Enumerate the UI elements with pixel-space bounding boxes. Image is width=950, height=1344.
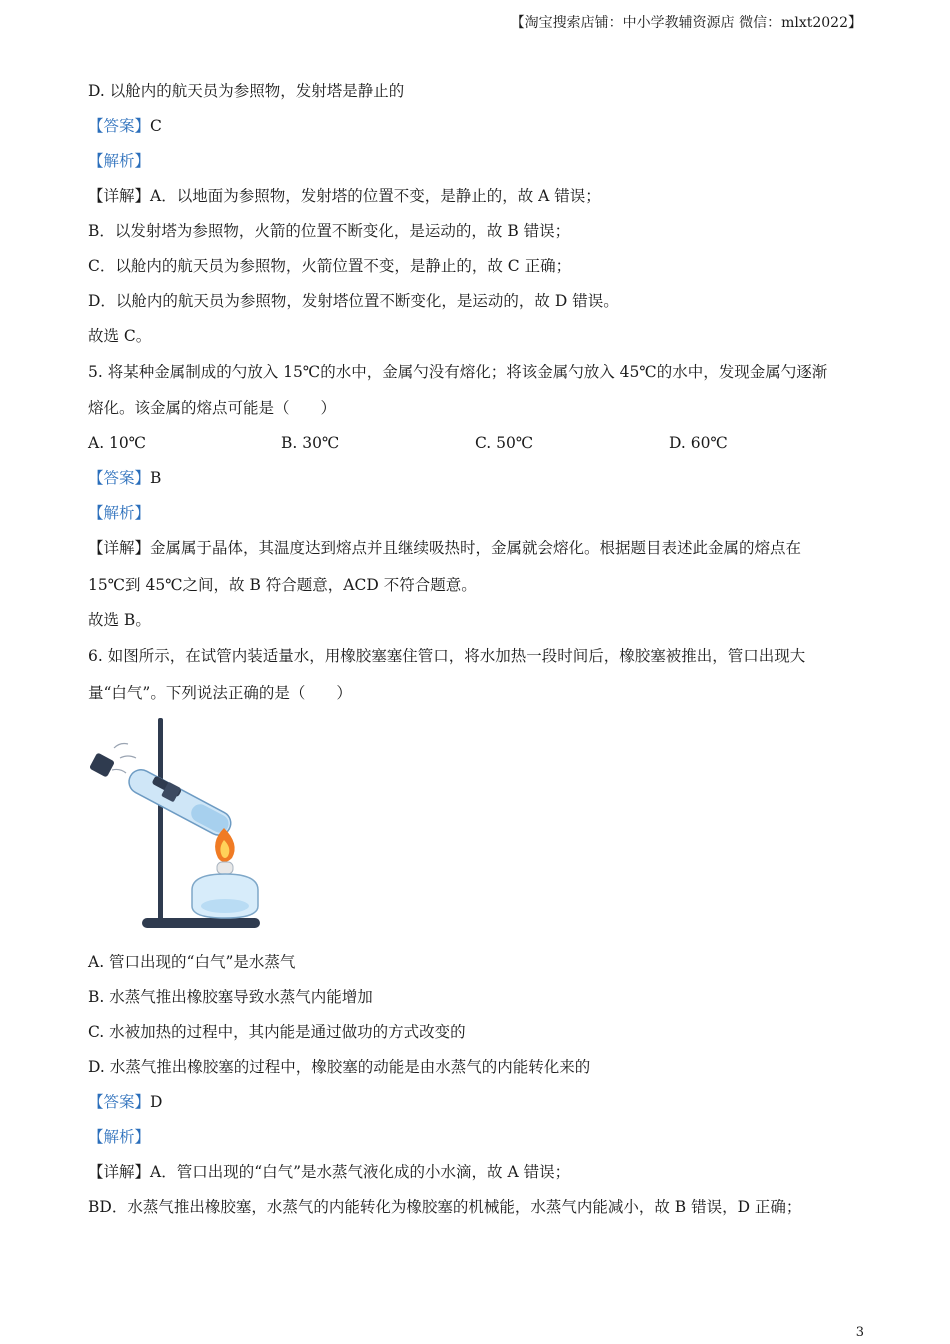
q4-analysis-label: 【解析】	[88, 152, 151, 170]
q6-option-c: C. 水被加热的过程中，其内能是通过做功的方式改变的	[88, 1023, 466, 1041]
q5-answer	[88, 467, 161, 489]
q5-detail-2: 15℃到 45℃之间，故 B 符合题意，ACD 不符合题意。	[88, 576, 477, 594]
q6-detail-1	[88, 1161, 570, 1183]
detail-label: 【详解】	[88, 187, 151, 205]
q6-option-d: D. 水蒸气推出橡胶塞的过程中，橡胶塞的动能是由水蒸气的内能转化来的	[88, 1058, 591, 1076]
detail-text: 金属属于晶体，其温度达到熔点并且继续吸热时，金属就会熔化。根据题目表述此金属的熔点在	[150, 539, 802, 557]
q6-stem-1: 6. 如图所示，在试管内装适量水，用橡胶塞塞住管口，将水加热一段时间后，橡胶塞被推出，管口出现大	[88, 647, 806, 665]
answer-label: 【答案】	[88, 469, 151, 487]
q6-option-b: B. 水蒸气推出橡胶塞导致水蒸气内能增加	[88, 988, 373, 1006]
q4-answer	[88, 115, 162, 137]
q5-option-a: A. 10℃	[88, 434, 147, 452]
q5-stem-1: 5. 将某种金属制成的勺放入 15℃的水中，金属勺没有熔化；将该金属勺放入 45℃的水中，发现金属勺逐渐	[88, 363, 828, 381]
answer-label: 【答案】	[88, 1093, 151, 1111]
answer-value: D	[150, 1093, 163, 1111]
answer-label: 【答案】	[88, 117, 151, 135]
test-tube-heating-figure	[84, 712, 274, 942]
q6-detail-2: BD．水蒸气推出橡胶塞，水蒸气的内能转化为橡胶塞的机械能，水蒸气内能减小，故 B 错误，D 正确；	[88, 1198, 802, 1216]
detail-label: 【详解】	[88, 539, 151, 557]
q4-conclusion: 故选 C。	[88, 327, 152, 345]
test-tube	[125, 766, 235, 840]
q6-answer	[88, 1091, 162, 1113]
lamp-liquid	[201, 899, 249, 913]
q5-conclusion: 故选 B。	[88, 611, 151, 629]
steam-lines	[112, 744, 136, 774]
q4-detail-2: B．以发射塔为参照物，火箭的位置不断变化，是运动的，故 B 错误；	[88, 222, 571, 240]
q6-analysis-label: 【解析】	[88, 1128, 151, 1146]
q4-option-d: D. 以舱内的航天员为参照物，发射塔是静止的	[88, 82, 405, 100]
q5-analysis-label: 【解析】	[88, 504, 151, 522]
q5-option-d: D. 60℃	[669, 434, 728, 452]
q6-stem-2: 量“白气”。下列说法正确的是（ ）	[88, 684, 352, 702]
detail-text: A．以地面为参照物，发射塔的位置不变，是静止的，故 A 错误；	[150, 187, 601, 205]
q4-detail-3: C．以舱内的航天员为参照物，火箭位置不变，是静止的，故 C 正确；	[88, 257, 572, 275]
detail-label: 【详解】	[88, 1163, 151, 1181]
rubber-stopper	[89, 752, 115, 777]
detail-text: A．管口出现的“白气”是水蒸气液化成的小水滴，故 A 错误；	[150, 1163, 571, 1181]
q4-detail-1	[88, 185, 601, 207]
q5-option-c: C. 50℃	[475, 434, 534, 452]
q4-detail-4: D．以舱内的航天员为参照物，发射塔位置不断变化，是运动的，故 D 错误。	[88, 292, 619, 310]
wick-holder	[217, 862, 233, 874]
page-number: 3	[855, 1325, 864, 1340]
q5-stem-2: 熔化。该金属的熔点可能是（ ）	[88, 399, 337, 417]
page-header: 【淘宝搜索店铺：中小学教辅资源店 微信：mlxt2022】	[510, 15, 862, 31]
q5-option-b: B. 30℃	[281, 434, 340, 452]
answer-value: B	[150, 469, 162, 487]
q6-option-a: A. 管口出现的“白气”是水蒸气	[88, 953, 296, 971]
q5-detail-1	[88, 537, 801, 559]
stand-rod	[158, 718, 163, 922]
answer-value: C	[150, 117, 162, 135]
